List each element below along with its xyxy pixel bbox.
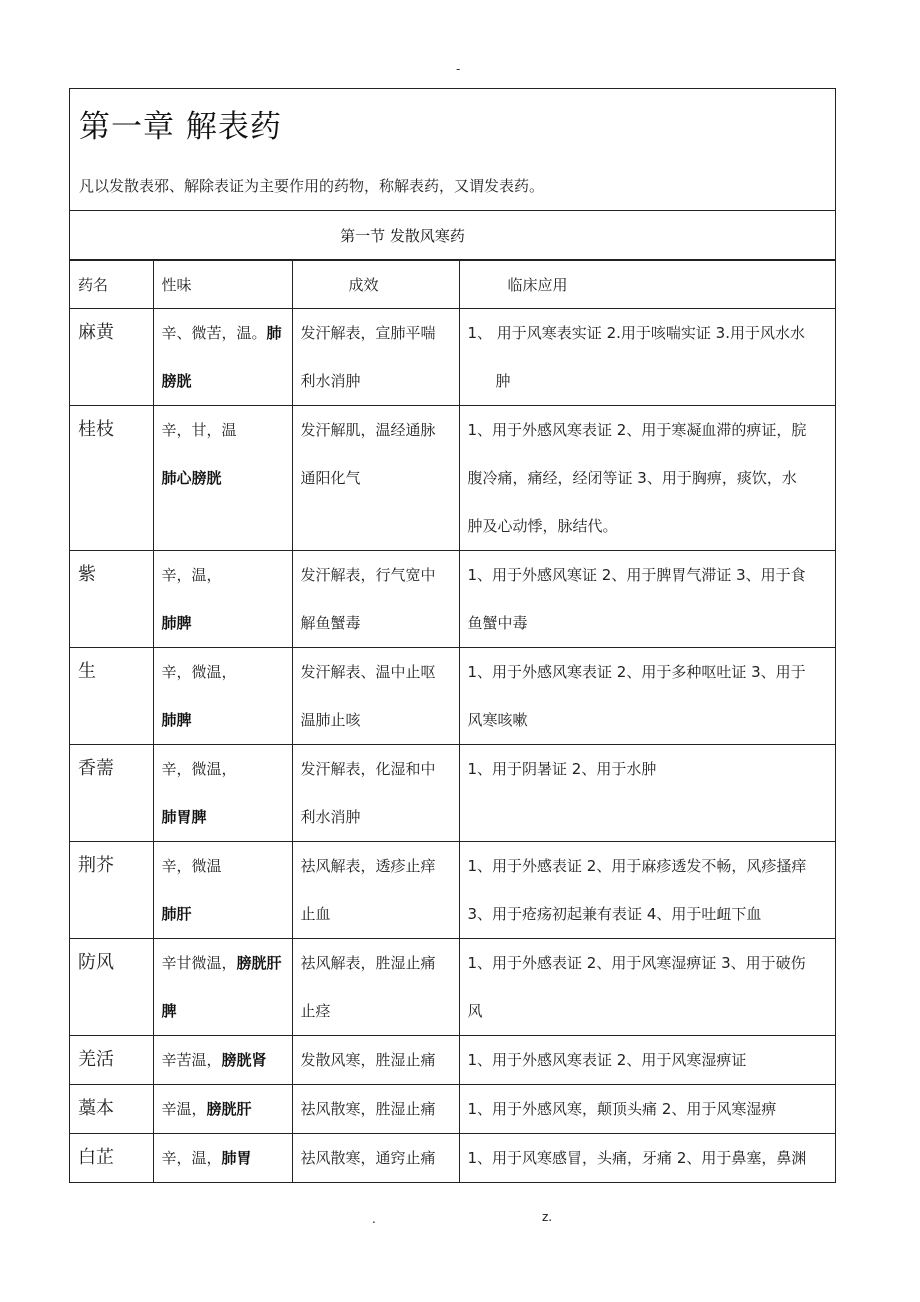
herb-meridian: 肺肝 [161,905,192,923]
herb-meridian-cont: 脾 [161,1002,177,1020]
section-title-row [70,211,835,260]
table-row [70,1036,835,1085]
herb-taste-cell [153,1085,292,1134]
herb-taste-cell [153,1036,292,1085]
clinical-line: 1、用于外感表证 2、用于风寒湿痹证 3、用于破伤 [467,954,806,972]
table-row [70,745,835,842]
herb-meridian: 肺心膀胱 [161,469,222,487]
clinical-line: 1、用于外感风寒表证 2、用于风寒湿痹证 [467,1051,747,1069]
herb-clinical-cell [459,745,835,842]
herb-taste: 辛，温， [161,566,222,584]
herb-meridian: 肺脾 [161,614,192,632]
herb-taste-cell [153,842,292,939]
clinical-line: 鱼蟹中毒 [467,614,528,632]
herb-taste-cell [153,648,292,745]
effect-line: 祛风散寒，胜湿止痛 [300,1100,436,1118]
clinical-line: 1、用于外感风寒表证 2、用于寒凝血滞的痹证，脘 [467,421,807,439]
herb-taste: 辛，微温 [161,857,222,875]
herb-taste: 辛，温， [161,1149,222,1167]
clinical-line: 1、用于外感表证 2、用于麻疹透发不畅，风疹搔痒 [467,857,807,875]
clinical-line: 3、用于疮疡初起兼有表证 4、用于吐衄下血 [467,905,762,923]
chapter-title: 第一章 解表药 [79,109,282,145]
herb-taste-cell [153,309,292,406]
table-row [70,551,835,648]
footer-left: . [372,1212,376,1226]
herb-effect-cell [292,1085,459,1134]
herb-meridian: 肺脾 [161,711,192,729]
herb-meridian: 肺 [266,324,282,342]
effect-line: 温肺止咳 [300,711,361,729]
header-clinical: 临床应用 [459,261,835,309]
effect-line: 发汗解表，行气宽中 [300,566,436,584]
herb-meridian: 肺胃脾 [161,808,207,826]
herb-name: 生 [70,648,153,745]
clinical-line: 腹冷痛，痛经，经闭等证 3、用于胸痹，痰饮，水 [467,469,797,487]
document-frame [69,88,836,1183]
clinical-line: 1、用于风寒感冒，头痛，牙痛 2、用于鼻塞，鼻渊 [467,1149,807,1167]
effect-line: 利水消肿 [300,808,361,826]
header-name: 药名 [70,261,153,309]
table-row [70,1134,835,1183]
clinical-line: 1、用于阴暑证 2、用于水肿 [467,760,657,778]
effect-line: 祛风解表，胜湿止痛 [300,954,436,972]
table-header-row [70,261,835,309]
clinical-line: 肿 [495,372,511,390]
clinical-line: 风 [467,1002,483,1020]
chapter-description: 凡以发散表邪、解除表证为主要作用的药物，称解表药，又谓发表药。 [79,177,545,195]
clinical-line: 1、用于外感风寒，颠顶头痛 2、用于风寒湿痹 [467,1100,777,1118]
herb-clinical-cell [459,1085,835,1134]
herb-effect-cell [292,1134,459,1183]
herb-table [70,260,835,1183]
herb-taste-cell [153,1134,292,1183]
herb-effect-cell [292,1036,459,1085]
effect-line: 止痉 [300,1002,331,1020]
herb-taste: 辛苦温， [161,1051,222,1069]
table-row [70,648,835,745]
herb-name: 桂枝 [70,406,153,551]
clinical-line: 肿及心动悸，脉结代。 [467,517,618,535]
herb-clinical-cell [459,406,835,551]
header-effect: 成效 [292,261,459,309]
herb-clinical-cell [459,1134,835,1183]
clinical-line: 风寒咳嗽 [467,711,528,729]
chapter-block [70,89,835,211]
herb-taste: 辛，微温， [161,760,237,778]
effect-line: 发散风寒，胜湿止痛 [300,1051,436,1069]
herb-taste-cell [153,939,292,1036]
herb-name: 羌活 [70,1036,153,1085]
effect-line: 发汗解表，化湿和中 [300,760,436,778]
effect-line: 发汗解肌，温经通脉 [300,421,436,439]
herb-taste-cell [153,406,292,551]
clinical-line: 1、用于外感风寒表证 2、用于多种呕吐证 3、用于 [467,663,806,681]
herb-meridian: 肺胃 [221,1149,252,1167]
herb-effect-cell [292,309,459,406]
herb-taste: 辛、微苦，温。 [161,324,267,342]
herb-name: 紫 [70,551,153,648]
header-mark: - [456,62,461,76]
header-taste: 性味 [153,261,292,309]
herb-taste: 辛，微温， [161,663,237,681]
herb-clinical-cell [459,1036,835,1085]
clinical-line: 1、用于外感风寒证 2、用于脾胃气滞证 3、用于食 [467,566,806,584]
herb-clinical-cell [459,648,835,745]
herb-effect-cell [292,648,459,745]
herb-clinical-cell [459,309,835,406]
table-row [70,939,835,1036]
herb-name: 荆芥 [70,842,153,939]
herb-effect-cell [292,745,459,842]
herb-effect-cell [292,939,459,1036]
table-row [70,309,835,406]
table-row [70,406,835,551]
herb-taste: 辛温， [161,1100,207,1118]
herb-taste: 辛甘微温， [161,954,237,972]
herb-name: 白芷 [70,1134,153,1183]
herb-name: 防风 [70,939,153,1036]
herb-taste-cell [153,551,292,648]
herb-name: 香薷 [70,745,153,842]
clinical-line: 1、 用于风寒表实证 2.用于咳喘实证 3.用于风水水 [467,324,805,342]
herb-effect-cell [292,842,459,939]
herb-effect-cell [292,551,459,648]
herb-meridian: 膀胱肝 [206,1100,252,1118]
effect-line: 解鱼蟹毒 [300,614,361,632]
herb-clinical-cell [459,939,835,1036]
effect-line: 利水消肿 [300,372,361,390]
footer-right: z. [542,1210,553,1224]
effect-line: 发汗解表，宣肺平喘 [300,324,436,342]
herb-effect-cell [292,406,459,551]
section-title: 第一节 发散风寒药 [340,226,465,245]
effect-line: 止血 [300,905,331,923]
effect-line: 发汗解表、温中止呕 [300,663,436,681]
table-row [70,1085,835,1134]
table-row [70,842,835,939]
herb-name: 藁本 [70,1085,153,1134]
herb-name: 麻黄 [70,309,153,406]
herb-meridian-cont: 膀胱 [161,372,192,390]
herb-clinical-cell [459,551,835,648]
herb-taste: 辛，甘，温 [161,421,237,439]
effect-line: 祛风散寒，通窍止痛 [300,1149,436,1167]
herb-clinical-cell [459,842,835,939]
herb-meridian: 膀胱肾 [221,1051,267,1069]
herb-meridian: 膀胱肝 [236,954,282,972]
effect-line: 通阳化气 [300,469,361,487]
herb-taste-cell [153,745,292,842]
effect-line: 祛风解表，透疹止痒 [300,857,436,875]
